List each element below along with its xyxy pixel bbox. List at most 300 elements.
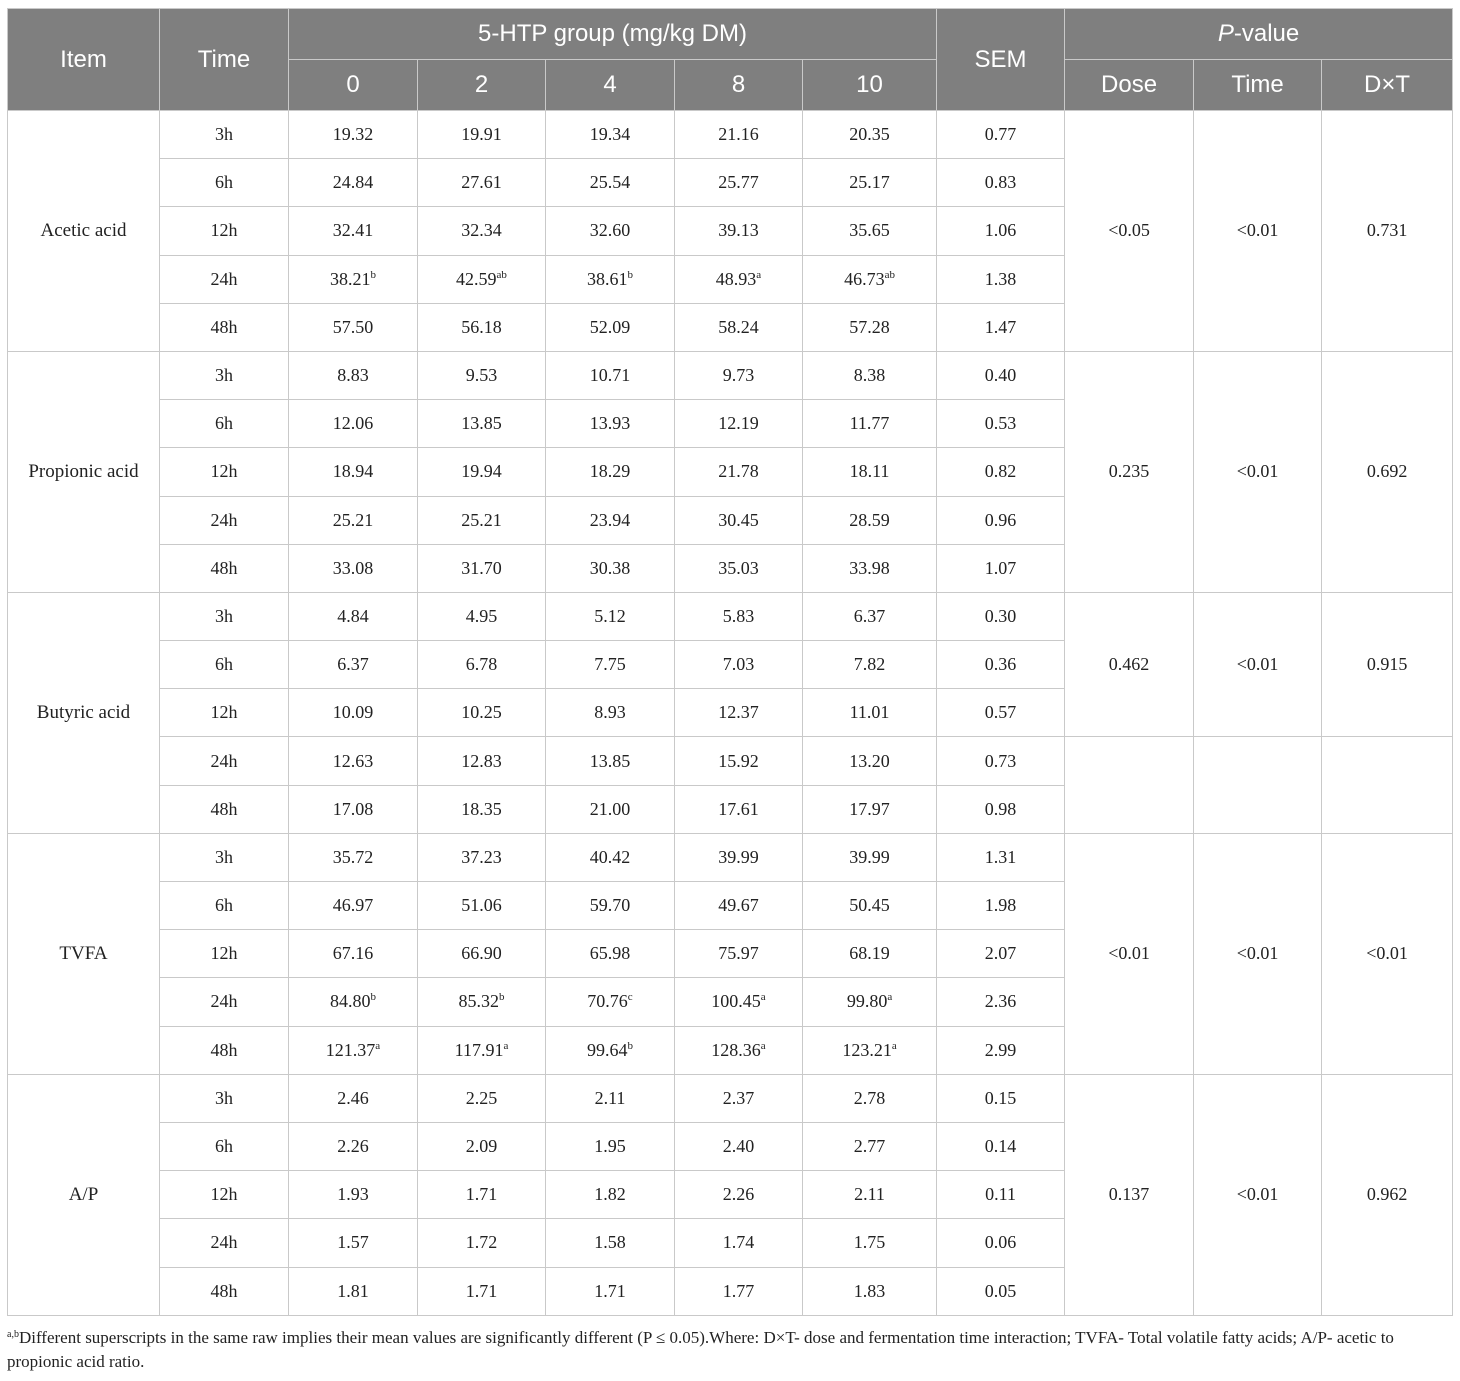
row-value — [546, 689, 675, 737]
value-text: 33.08 — [332, 557, 374, 578]
row-sem: 0.82 — [937, 448, 1065, 496]
row-value — [803, 448, 937, 496]
significance-superscript: ab — [884, 268, 895, 281]
value-text: 11.77 — [849, 413, 890, 434]
pvalue-time: <0.01 — [1194, 833, 1322, 1074]
value-text: 57.50 — [332, 316, 374, 337]
value-text: 68.19 — [849, 943, 890, 964]
value-text: 19.91 — [461, 124, 502, 145]
row-value — [546, 785, 675, 833]
row-value — [418, 978, 546, 1026]
significance-superscript: b — [370, 991, 376, 1004]
header-sem: SEM — [937, 9, 1065, 111]
row-time: 6h — [160, 641, 289, 689]
header-dose-0: 0 — [289, 60, 418, 111]
row-sem: 0.40 — [937, 351, 1065, 399]
value-text: 18.29 — [589, 461, 631, 482]
row-value — [289, 496, 418, 544]
row-value — [546, 1122, 675, 1170]
value-text: 18.11 — [849, 461, 890, 482]
row-value — [289, 400, 418, 448]
row-value — [675, 448, 803, 496]
value-text: 21.78 — [718, 461, 759, 482]
value-text: 8.38 — [853, 365, 886, 386]
row-value — [546, 544, 675, 592]
row-value — [675, 882, 803, 930]
pvalue-dose: 0.137 — [1065, 1074, 1194, 1315]
row-time: 6h — [160, 400, 289, 448]
footnote-text: Different superscripts in the same raw implies their mean values are significantly different (P ≤ 0.05).Where: D×T- dose and fermentation time interaction; TVFA- Total volatile fatty acids; A/P- acetic to propionic acid ratio. — [7, 1328, 1394, 1371]
row-value — [675, 351, 803, 399]
row-value — [418, 1074, 546, 1122]
row-sem: 0.14 — [937, 1122, 1065, 1170]
row-value — [675, 1219, 803, 1267]
significance-superscript: a — [887, 991, 893, 1004]
row-value — [546, 159, 675, 207]
row-value — [289, 737, 418, 785]
row-time: 3h — [160, 833, 289, 881]
row-value — [289, 689, 418, 737]
row-value — [546, 978, 675, 1026]
value-text: 10.09 — [332, 702, 374, 723]
row-value — [289, 592, 418, 640]
table-body — [8, 111, 1453, 1316]
row-value — [418, 400, 546, 448]
value-text: 13.85 — [589, 750, 631, 771]
row-value — [803, 1074, 937, 1122]
value-text: 7.03 — [722, 654, 755, 675]
row-value — [803, 255, 937, 303]
row-time: 24h — [160, 737, 289, 785]
value-text: 12.06 — [332, 413, 374, 434]
row-value — [289, 785, 418, 833]
value-text: 75.97 — [718, 943, 759, 964]
row-item: Propionic acid — [8, 351, 160, 592]
header-pvalue-p: P — [1217, 20, 1234, 47]
row-value — [546, 1219, 675, 1267]
significance-superscript: a — [891, 1039, 897, 1052]
value-text: 1.71 — [594, 1280, 626, 1301]
value-text: 2.40 — [722, 1136, 755, 1157]
row-sem: 0.15 — [937, 1074, 1065, 1122]
value-text: 6.37 — [337, 654, 369, 675]
value-text: 117.91 — [454, 1039, 504, 1060]
significance-superscript: c — [627, 991, 633, 1004]
row-sem: 1.31 — [937, 833, 1065, 881]
row-value — [289, 1171, 418, 1219]
row-value — [546, 303, 675, 351]
row-value — [803, 785, 937, 833]
row-value — [675, 111, 803, 159]
row-value — [675, 930, 803, 978]
row-value — [289, 1074, 418, 1122]
value-text: 1.74 — [722, 1232, 755, 1253]
value-text: 35.65 — [849, 220, 890, 241]
value-text: 39.99 — [718, 846, 759, 867]
value-text: 46.73 — [844, 268, 885, 289]
value-text: 12.83 — [461, 750, 502, 771]
value-text: 25.21 — [332, 509, 374, 530]
value-text: 100.45 — [711, 991, 761, 1012]
value-text: 27.61 — [461, 172, 502, 193]
pvalue-dose: <0.01 — [1065, 833, 1194, 1074]
value-text: 30.38 — [589, 557, 631, 578]
value-text: 25.21 — [461, 509, 502, 530]
row-sem: 0.77 — [937, 111, 1065, 159]
row-value — [546, 207, 675, 255]
row-value — [675, 1267, 803, 1315]
row-time: 3h — [160, 351, 289, 399]
row-value — [418, 737, 546, 785]
value-text: 2.09 — [465, 1136, 498, 1157]
row-time: 6h — [160, 1122, 289, 1170]
value-text: 32.60 — [589, 220, 631, 241]
row-value — [418, 448, 546, 496]
row-value — [546, 882, 675, 930]
value-text: 85.32 — [458, 991, 499, 1012]
value-text: 5.12 — [594, 605, 626, 626]
row-sem: 0.96 — [937, 496, 1065, 544]
significance-superscript: a — [756, 268, 762, 281]
row-time: 24h — [160, 255, 289, 303]
row-value — [546, 448, 675, 496]
row-value — [289, 641, 418, 689]
row-value — [803, 400, 937, 448]
value-text: 7.82 — [853, 654, 886, 675]
value-text: 19.94 — [461, 461, 502, 482]
value-text: 2.78 — [853, 1087, 886, 1108]
row-value — [418, 785, 546, 833]
value-text: 1.82 — [594, 1184, 626, 1205]
row-value — [803, 833, 937, 881]
value-text: 40.42 — [589, 846, 631, 867]
row-value — [803, 1219, 937, 1267]
value-text: 2.11 — [594, 1087, 626, 1108]
row-value — [803, 1171, 937, 1219]
value-text: 121.37 — [325, 1039, 376, 1060]
row-value — [546, 1267, 675, 1315]
row-value — [289, 978, 418, 1026]
row-item: TVFA — [8, 833, 160, 1074]
value-text: 10.71 — [589, 365, 631, 386]
row-item: A/P — [8, 1074, 160, 1315]
value-text: 1.75 — [853, 1232, 886, 1253]
row-time: 12h — [160, 448, 289, 496]
value-text: 49.67 — [718, 895, 759, 916]
row-value — [546, 1026, 675, 1074]
row-time: 24h — [160, 496, 289, 544]
significance-superscript: ab — [496, 268, 507, 281]
value-text: 21.00 — [589, 798, 631, 819]
row-value — [289, 1219, 418, 1267]
row-value — [418, 592, 546, 640]
row-value — [289, 111, 418, 159]
value-text: 59.70 — [589, 895, 631, 916]
value-text: 39.13 — [718, 220, 759, 241]
table-row — [8, 111, 1453, 159]
value-text: 1.77 — [722, 1280, 755, 1301]
row-value — [675, 1122, 803, 1170]
value-text: 23.94 — [589, 509, 631, 530]
value-text: 18.35 — [461, 798, 502, 819]
row-value — [546, 641, 675, 689]
row-value — [546, 1171, 675, 1219]
value-text: 7.75 — [594, 654, 626, 675]
value-text: 70.76 — [587, 991, 628, 1012]
row-value — [803, 689, 937, 737]
value-text: 1.72 — [465, 1232, 498, 1253]
row-value — [418, 159, 546, 207]
value-text: 1.71 — [465, 1184, 498, 1205]
row-value — [546, 400, 675, 448]
value-text: 1.57 — [337, 1232, 369, 1253]
value-text: 56.18 — [461, 316, 502, 337]
header-dose-2: 2 — [418, 60, 546, 111]
value-text: 12.37 — [718, 702, 759, 723]
row-value — [803, 111, 937, 159]
row-value — [418, 1219, 546, 1267]
value-text: 123.21 — [842, 1039, 892, 1060]
row-value — [803, 207, 937, 255]
row-value — [803, 159, 937, 207]
row-time: 48h — [160, 785, 289, 833]
row-value — [418, 882, 546, 930]
header-group: 5-HTP group (mg/kg DM) — [289, 9, 937, 60]
value-text: 17.61 — [718, 798, 759, 819]
row-value — [418, 1267, 546, 1315]
table-row — [8, 351, 1453, 399]
pvalue-blank-dose — [1065, 737, 1194, 833]
header-dose-10: 10 — [803, 60, 937, 111]
row-value — [289, 351, 418, 399]
value-text: 35.03 — [718, 557, 759, 578]
row-value — [675, 785, 803, 833]
significance-superscript: a — [375, 1039, 381, 1052]
row-value — [418, 1026, 546, 1074]
value-text: 18.94 — [332, 461, 374, 482]
row-sem: 0.06 — [937, 1219, 1065, 1267]
row-value — [289, 255, 418, 303]
row-time: 48h — [160, 303, 289, 351]
value-text: 1.71 — [465, 1280, 498, 1301]
row-sem: 0.57 — [937, 689, 1065, 737]
row-value — [675, 159, 803, 207]
row-value — [289, 833, 418, 881]
pvalue-dxt: 0.731 — [1322, 111, 1453, 352]
value-text: 99.80 — [846, 991, 888, 1012]
row-value — [803, 641, 937, 689]
value-text: 12.19 — [718, 413, 759, 434]
significance-superscript: a — [503, 1039, 509, 1052]
row-value — [546, 496, 675, 544]
value-text: 30.45 — [718, 509, 759, 530]
row-sem: 0.83 — [937, 159, 1065, 207]
table-row — [8, 737, 1453, 785]
row-value — [675, 496, 803, 544]
pvalue-dxt: 0.692 — [1322, 351, 1453, 592]
pvalue-dose: <0.05 — [1065, 111, 1194, 352]
footnote — [7, 1326, 1452, 1374]
row-value — [803, 1122, 937, 1170]
row-value — [418, 303, 546, 351]
header-time: Time — [160, 9, 289, 111]
row-time: 12h — [160, 689, 289, 737]
row-value — [675, 833, 803, 881]
value-text: 5.83 — [722, 605, 755, 626]
row-time: 24h — [160, 978, 289, 1026]
value-text: 32.34 — [461, 220, 502, 241]
value-text: 37.23 — [461, 846, 502, 867]
value-text: 2.37 — [722, 1087, 755, 1108]
value-text: 2.11 — [854, 1184, 885, 1205]
row-value — [289, 544, 418, 592]
value-text: 32.41 — [332, 220, 374, 241]
row-time: 12h — [160, 1171, 289, 1219]
row-time: 24h — [160, 1219, 289, 1267]
row-value — [803, 303, 937, 351]
row-sem: 1.98 — [937, 882, 1065, 930]
pvalue-time: <0.01 — [1194, 1074, 1322, 1315]
row-value — [803, 737, 937, 785]
row-time: 3h — [160, 111, 289, 159]
row-value — [289, 930, 418, 978]
header-pvalue — [1065, 9, 1453, 60]
value-text: 15.92 — [718, 750, 759, 771]
row-sem: 0.98 — [937, 785, 1065, 833]
row-value — [675, 1026, 803, 1074]
row-time: 6h — [160, 882, 289, 930]
significance-superscript: b — [499, 991, 505, 1004]
value-text: 2.26 — [722, 1184, 755, 1205]
row-value — [675, 641, 803, 689]
row-sem: 2.07 — [937, 930, 1065, 978]
row-item: Butyric acid — [8, 592, 160, 833]
row-value — [675, 400, 803, 448]
value-text: 42.59 — [456, 268, 497, 289]
row-sem: 1.06 — [937, 207, 1065, 255]
value-text: 28.59 — [849, 509, 890, 530]
row-value — [418, 1122, 546, 1170]
pvalue-time: <0.01 — [1194, 111, 1322, 352]
row-value — [675, 1074, 803, 1122]
pvalue-dxt: <0.01 — [1322, 833, 1453, 1074]
value-text: 8.93 — [594, 702, 626, 723]
row-value — [289, 1026, 418, 1074]
pvalue-dxt: 0.962 — [1322, 1074, 1453, 1315]
header-pv-time: Time — [1194, 60, 1322, 111]
header-pv-dose: Dose — [1065, 60, 1194, 111]
value-text: 2.46 — [337, 1087, 369, 1108]
row-value — [803, 882, 937, 930]
value-text: 6.37 — [853, 605, 886, 626]
row-value — [289, 1267, 418, 1315]
row-value — [546, 592, 675, 640]
table-row — [8, 833, 1453, 881]
results-table — [7, 8, 1453, 1316]
value-text: 128.36 — [711, 1039, 761, 1060]
value-text: 4.84 — [337, 605, 369, 626]
value-text: 17.97 — [849, 798, 890, 819]
header-dose-8: 8 — [675, 60, 803, 111]
row-value — [803, 1026, 937, 1074]
row-time: 48h — [160, 1267, 289, 1315]
row-time: 3h — [160, 1074, 289, 1122]
pvalue-dose: 0.462 — [1065, 592, 1194, 737]
row-value — [418, 255, 546, 303]
value-text: 1.95 — [594, 1136, 626, 1157]
row-sem: 0.05 — [937, 1267, 1065, 1315]
row-sem: 0.11 — [937, 1171, 1065, 1219]
header-pvalue-rest: -value — [1233, 20, 1300, 47]
pvalue-blank-time — [1194, 737, 1322, 833]
row-sem: 1.47 — [937, 303, 1065, 351]
row-value — [803, 1267, 937, 1315]
significance-superscript: a — [760, 991, 766, 1004]
value-text: 11.01 — [849, 702, 890, 723]
row-sem: 2.99 — [937, 1026, 1065, 1074]
value-text: 17.08 — [332, 798, 374, 819]
row-value — [675, 303, 803, 351]
row-value — [675, 544, 803, 592]
row-value — [546, 833, 675, 881]
value-text: 6.78 — [465, 654, 498, 675]
row-value — [546, 255, 675, 303]
row-value — [418, 641, 546, 689]
significance-superscript: b — [627, 1039, 633, 1052]
row-value — [546, 351, 675, 399]
value-text: 1.81 — [337, 1280, 369, 1301]
row-value — [675, 207, 803, 255]
header-dose-4: 4 — [546, 60, 675, 111]
row-value — [289, 448, 418, 496]
value-text: 38.21 — [330, 268, 371, 289]
row-value — [546, 111, 675, 159]
row-sem: 1.38 — [937, 255, 1065, 303]
value-text: 99.64 — [587, 1039, 628, 1060]
value-text: 35.72 — [332, 846, 374, 867]
row-value — [418, 1171, 546, 1219]
significance-superscript: a — [760, 1039, 766, 1052]
value-text: 1.58 — [594, 1232, 626, 1253]
row-value — [289, 303, 418, 351]
row-value — [803, 496, 937, 544]
row-time: 12h — [160, 207, 289, 255]
row-value — [418, 930, 546, 978]
row-time: 3h — [160, 592, 289, 640]
row-value — [418, 111, 546, 159]
header-pv-interaction: D×T — [1322, 60, 1453, 111]
row-value — [675, 978, 803, 1026]
row-value — [289, 207, 418, 255]
value-text: 46.97 — [332, 895, 374, 916]
value-text: 1.93 — [337, 1184, 369, 1205]
value-text: 13.20 — [849, 750, 890, 771]
row-value — [418, 544, 546, 592]
value-text: 25.77 — [718, 172, 759, 193]
value-text: 4.95 — [465, 605, 498, 626]
row-value — [803, 544, 937, 592]
row-value — [675, 689, 803, 737]
row-value — [418, 689, 546, 737]
significance-superscript: b — [370, 268, 376, 281]
value-text: 21.16 — [718, 124, 759, 145]
value-text: 25.54 — [589, 172, 631, 193]
row-value — [289, 159, 418, 207]
row-value — [675, 737, 803, 785]
row-sem: 2.36 — [937, 978, 1065, 1026]
row-item: Acetic acid — [8, 111, 160, 352]
value-text: 57.28 — [849, 316, 890, 337]
